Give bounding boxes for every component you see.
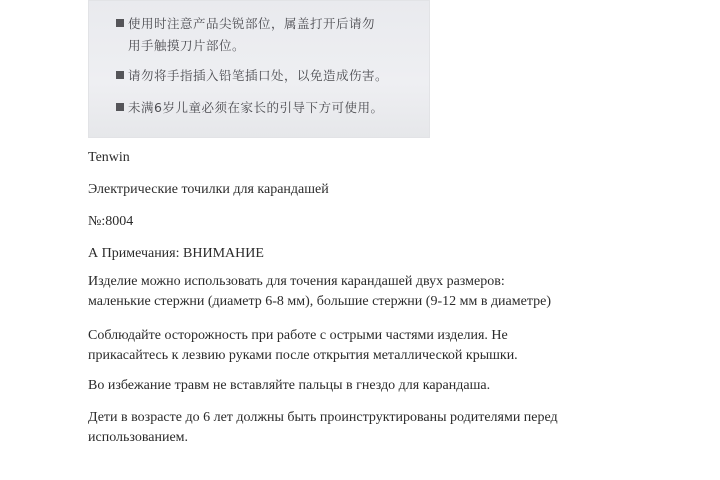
cn-warning-line-1: 使用时注意产品尖锐部位，属盖打开后请勿 bbox=[116, 14, 375, 32]
paragraph-2-line-1: Соблюдайте осторожность при работе с острыми частями изделия. Не bbox=[88, 328, 508, 343]
cn-warning-line-1-cont: 用手触摸刀片部位。 bbox=[128, 38, 246, 53]
bullet-square-icon bbox=[116, 71, 124, 79]
notes-heading: А Примечания: ВНИМАНИЕ bbox=[88, 246, 264, 261]
paragraph-4-line-1: Дети в возрасте до 6 лет должны быть проинструктированы родителями перед bbox=[88, 410, 558, 425]
paragraph-1-line-1: Изделие можно использовать для точения карандашей двух размеров: bbox=[88, 274, 505, 289]
brand-name: Tenwin bbox=[88, 150, 130, 165]
product-title: Электрические точилки для карандашей bbox=[88, 182, 329, 197]
model-number: №:8004 bbox=[88, 214, 134, 229]
bullet-square-icon bbox=[116, 103, 124, 111]
paragraph-4-line-2: использованием. bbox=[88, 430, 189, 445]
cn-warning-line-3: 未满6岁儿童必须在家长的引导下方可使用。 bbox=[116, 98, 383, 116]
paragraph-3-line-1: Во избежание травм не вставляйте пальцы в гнездо для карандаша. bbox=[88, 378, 491, 393]
bullet-square-icon bbox=[116, 19, 124, 27]
paragraph-2-line-2: прикасайтесь к лезвию руками после открытия металлической крышки. bbox=[88, 348, 518, 363]
instruction-scan-image bbox=[88, 0, 430, 138]
paragraph-1-line-2: маленькие стержни (диаметр 6-8 мм), большие стержни (9-12 мм в диаметре) bbox=[88, 294, 552, 309]
cn-warning-line-2: 请勿将手指插入铅笔插口处，以免造成伤害。 bbox=[116, 66, 388, 84]
